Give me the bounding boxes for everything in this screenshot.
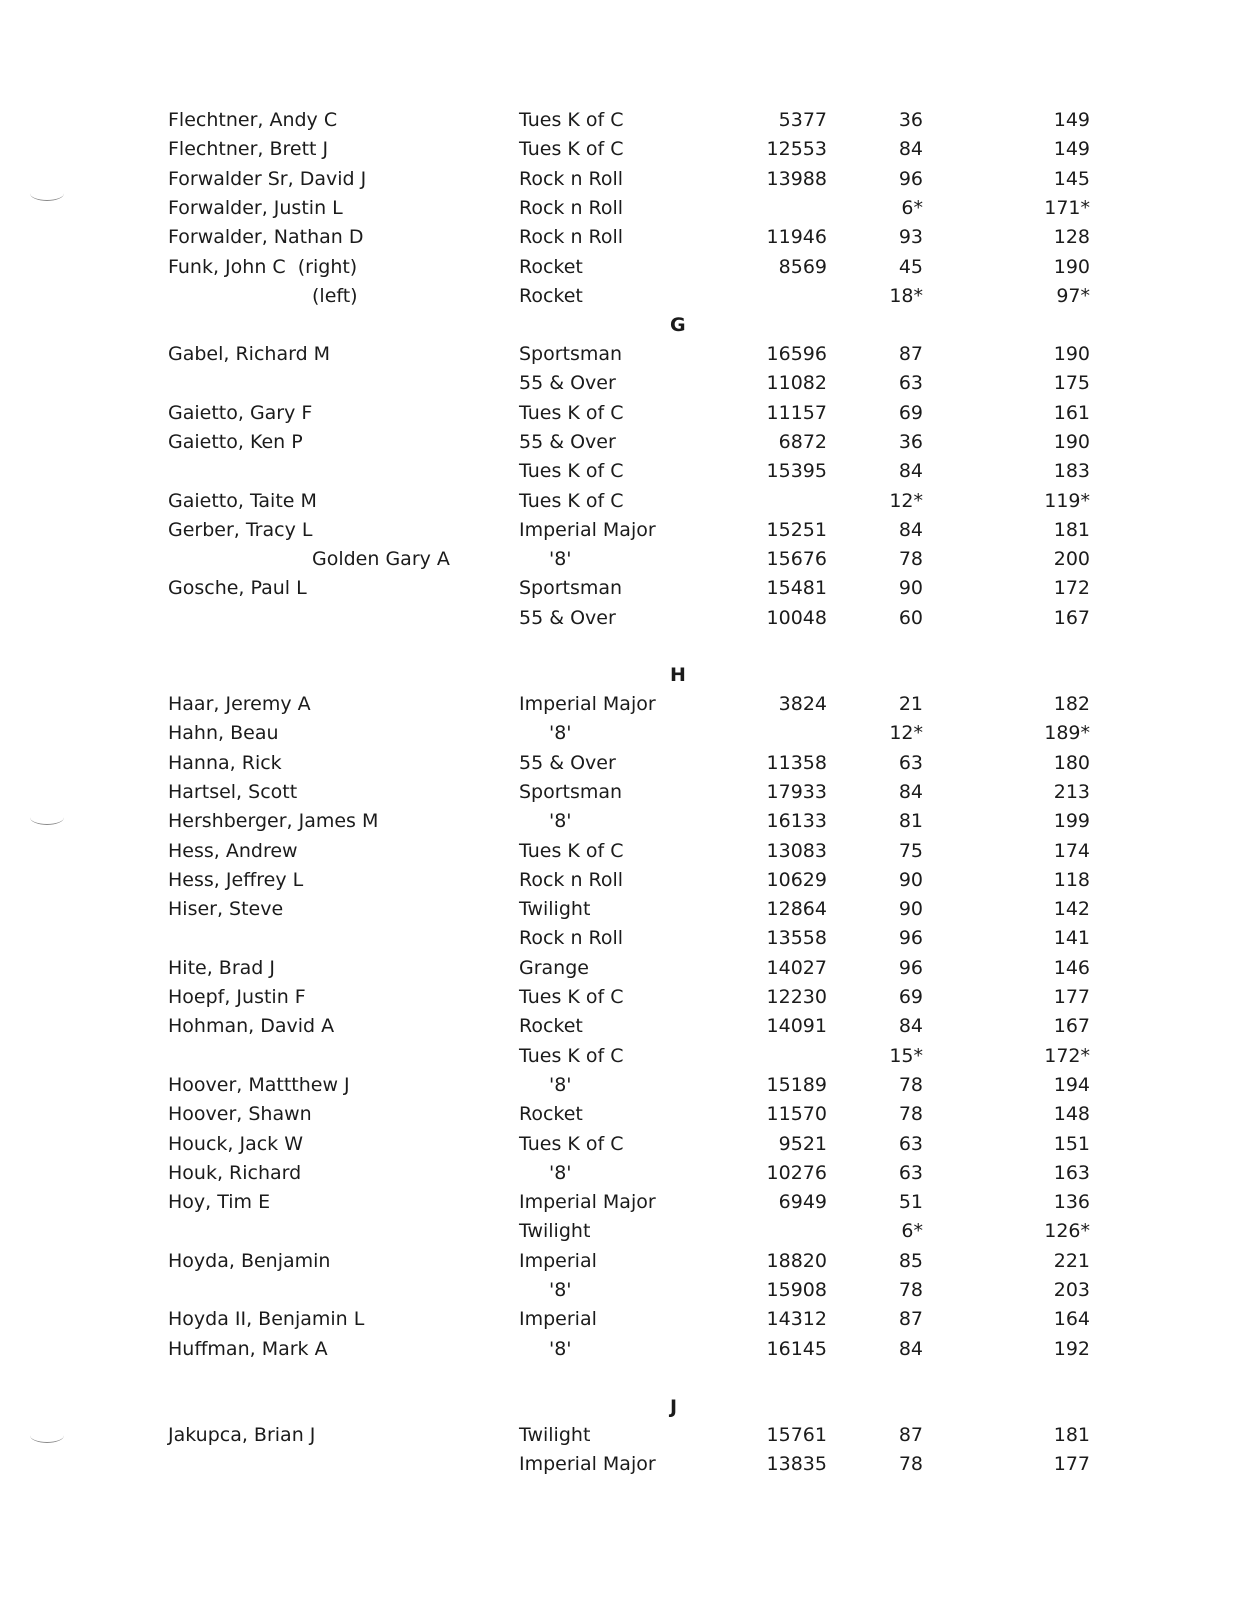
games-count: 60 (898, 607, 923, 629)
league-name: Imperial Major (519, 693, 656, 715)
bowler-name: Flechtner, Brett J (168, 138, 329, 160)
bowler-name: Hoyda II, Benjamin L (168, 1308, 365, 1330)
bowler-name: Hoyda, Benjamin (168, 1250, 331, 1272)
bowler-number: 13083 (766, 840, 827, 862)
games-count: 75 (898, 840, 923, 862)
games-count: 78 (898, 548, 923, 570)
bowler-name: Jakupca, Brian J (168, 1424, 316, 1446)
average-score: 189* (1044, 722, 1090, 744)
average-score: 194 (1053, 1074, 1090, 1096)
games-count: 93 (898, 226, 923, 248)
games-count: 87 (898, 343, 923, 365)
games-count: 84 (898, 1338, 923, 1360)
games-count: 78 (898, 1103, 923, 1125)
games-count: 45 (898, 256, 923, 278)
average-score: 141 (1053, 927, 1090, 949)
games-count: 63 (898, 752, 923, 774)
league-name: '8' (549, 1162, 572, 1184)
bowler-name: Hershberger, James M (168, 810, 379, 832)
bowler-number: 10276 (766, 1162, 827, 1184)
table-row (0, 193, 1245, 223)
table-row (0, 398, 1245, 428)
average-score: 183 (1053, 460, 1090, 482)
games-count: 96 (898, 957, 923, 979)
bowler-name: Hess, Andrew (168, 840, 298, 862)
average-score: 177 (1053, 986, 1090, 1008)
bowler-name: Funk, John C (right) (168, 256, 358, 278)
league-name: Sportsman (519, 781, 623, 803)
league-name: Imperial Major (519, 1453, 656, 1475)
section-letter: G (670, 314, 686, 336)
table-row (0, 164, 1245, 194)
bowler-number: 14027 (766, 957, 827, 979)
games-count: 21 (898, 693, 923, 715)
bowler-name: Houk, Richard (168, 1162, 302, 1184)
average-score: 213 (1053, 781, 1090, 803)
league-name: 55 & Over (519, 431, 616, 453)
league-name: Tues K of C (519, 1045, 624, 1067)
bowler-number: 15676 (766, 548, 827, 570)
average-score: 149 (1053, 138, 1090, 160)
bowler-name: Gosche, Paul L (168, 577, 307, 599)
bowler-name: Forwalder Sr, David J (168, 168, 367, 190)
games-count: 90 (898, 577, 923, 599)
bowler-number: 11358 (766, 752, 827, 774)
table-row (0, 1129, 1245, 1159)
bowler-name: Gabel, Richard M (168, 343, 331, 365)
games-count: 85 (898, 1250, 923, 1272)
table-row (0, 222, 1245, 252)
league-name: '8' (549, 722, 572, 744)
games-count: 12* (889, 490, 923, 512)
average-score: 119* (1044, 490, 1090, 512)
games-count: 84 (898, 1015, 923, 1037)
average-score: 190 (1053, 431, 1090, 453)
average-score: 146 (1053, 957, 1090, 979)
average-score: 163 (1053, 1162, 1090, 1184)
table-row (0, 1187, 1245, 1217)
league-name: Rock n Roll (519, 226, 624, 248)
table-row (0, 1275, 1245, 1305)
table-row (0, 953, 1245, 983)
table-row (0, 456, 1245, 486)
games-count: 81 (898, 810, 923, 832)
bowler-name: Hohman, David A (168, 1015, 335, 1037)
games-count: 90 (898, 869, 923, 891)
table-row (0, 105, 1245, 135)
bowler-name: Hiser, Steve (168, 898, 284, 920)
games-count: 18* (889, 285, 923, 307)
table-row (0, 689, 1245, 719)
table-row (0, 1158, 1245, 1188)
league-name: Twilight (519, 1220, 591, 1242)
table-row (0, 603, 1245, 633)
games-count: 6* (901, 197, 923, 219)
average-score: 164 (1053, 1308, 1090, 1330)
average-score: 142 (1053, 898, 1090, 920)
bowler-number: 16596 (766, 343, 827, 365)
table-row (0, 573, 1245, 603)
games-count: 84 (898, 138, 923, 160)
games-count: 78 (898, 1279, 923, 1301)
league-name: Imperial Major (519, 519, 656, 541)
games-count: 87 (898, 1424, 923, 1446)
bowler-number: 6949 (778, 1191, 827, 1213)
league-name: Rock n Roll (519, 927, 624, 949)
games-count: 90 (898, 898, 923, 920)
bowler-number: 10629 (766, 869, 827, 891)
average-score: 182 (1053, 693, 1090, 715)
average-score: 174 (1053, 840, 1090, 862)
bowler-number: 3824 (778, 693, 827, 715)
bowler-number: 14091 (766, 1015, 827, 1037)
bowler-number: 12864 (766, 898, 827, 920)
table-row (0, 1216, 1245, 1246)
section-letter: J (670, 1396, 678, 1418)
league-name: Tues K of C (519, 840, 624, 862)
games-count: 63 (898, 1162, 923, 1184)
league-name: Tues K of C (519, 109, 624, 131)
table-row (0, 982, 1245, 1012)
league-name: Twilight (519, 898, 591, 920)
league-name: Imperial (519, 1250, 597, 1272)
average-score: 161 (1053, 402, 1090, 424)
average-score: 97* (1056, 285, 1090, 307)
league-name: Tues K of C (519, 402, 624, 424)
table-row (0, 923, 1245, 953)
league-name: Imperial Major (519, 1191, 656, 1213)
table-row (0, 339, 1245, 369)
table-row (0, 1449, 1245, 1479)
table-row (0, 1304, 1245, 1334)
bowler-number: 11570 (766, 1103, 827, 1125)
average-score: 128 (1053, 226, 1090, 248)
games-count: 69 (898, 402, 923, 424)
average-score: 180 (1053, 752, 1090, 774)
bowler-name: Gaietto, Taite M (168, 490, 317, 512)
bowler-name: Hess, Jeffrey L (168, 869, 304, 891)
bowler-name: Golden Gary A (312, 548, 450, 570)
table-row (0, 544, 1245, 574)
league-name: Tues K of C (519, 1133, 624, 1155)
bowler-number: 8569 (778, 256, 827, 278)
bowler-number: 13988 (766, 168, 827, 190)
bowler-number: 15481 (766, 577, 827, 599)
bowler-name: Hoover, Mattthew J (168, 1074, 350, 1096)
league-name: Rocket (519, 1103, 583, 1125)
bowler-name: Gaietto, Gary F (168, 402, 313, 424)
games-count: 12* (889, 722, 923, 744)
games-count: 84 (898, 781, 923, 803)
average-score: 171* (1044, 197, 1090, 219)
table-row (0, 777, 1245, 807)
table-row (0, 515, 1245, 545)
table-row (0, 806, 1245, 836)
average-score: 181 (1053, 1424, 1090, 1446)
games-count: 96 (898, 927, 923, 949)
bowler-number: 15395 (766, 460, 827, 482)
average-score: 136 (1053, 1191, 1090, 1213)
bowler-number: 10048 (766, 607, 827, 629)
games-count: 96 (898, 168, 923, 190)
table-row (0, 486, 1245, 516)
league-name: '8' (549, 810, 572, 832)
average-score: 126* (1044, 1220, 1090, 1242)
table-row (0, 1099, 1245, 1129)
table-row (0, 1041, 1245, 1071)
league-name: Tues K of C (519, 138, 624, 160)
table-row (0, 718, 1245, 748)
games-count: 87 (898, 1308, 923, 1330)
table-row (0, 368, 1245, 398)
section-letter: H (670, 664, 686, 686)
average-score: 177 (1053, 1453, 1090, 1475)
bowler-name: Huffman, Mark A (168, 1338, 328, 1360)
bowler-number: 6872 (778, 431, 827, 453)
average-score: 181 (1053, 519, 1090, 541)
bowler-number: 11082 (766, 372, 827, 394)
games-count: 78 (898, 1453, 923, 1475)
league-name: 55 & Over (519, 607, 616, 629)
games-count: 84 (898, 460, 923, 482)
bowler-number: 16133 (766, 810, 827, 832)
games-count: 36 (898, 431, 923, 453)
table-row (0, 281, 1245, 311)
games-count: 6* (901, 1220, 923, 1242)
games-count: 51 (898, 1191, 923, 1213)
league-name: Sportsman (519, 577, 623, 599)
bowler-name: Hoepf, Justin F (168, 986, 306, 1008)
league-name: Grange (519, 957, 589, 979)
bowler-name: Hartsel, Scott (168, 781, 298, 803)
table-row (0, 748, 1245, 778)
games-count: 69 (898, 986, 923, 1008)
average-score: 167 (1053, 607, 1090, 629)
bowler-name: Hanna, Rick (168, 752, 282, 774)
bowler-name: Hoy, Tim E (168, 1191, 271, 1213)
bowler-number: 16145 (766, 1338, 827, 1360)
table-row (0, 1334, 1245, 1364)
table-row (0, 252, 1245, 282)
bowler-name: (left) (312, 285, 358, 307)
games-count: 63 (898, 372, 923, 394)
league-name: '8' (549, 1338, 572, 1360)
average-score: 149 (1053, 109, 1090, 131)
bowler-name: Houck, Jack W (168, 1133, 304, 1155)
average-score: 172* (1044, 1045, 1090, 1067)
bowler-name: Forwalder, Nathan D (168, 226, 364, 248)
average-score: 200 (1053, 548, 1090, 570)
average-score: 221 (1053, 1250, 1090, 1272)
average-score: 148 (1053, 1103, 1090, 1125)
bowler-number: 11157 (766, 402, 827, 424)
table-row (0, 134, 1245, 164)
bowler-name: Gaietto, Ken P (168, 431, 303, 453)
table-row (0, 1246, 1245, 1276)
bowler-number: 15251 (766, 519, 827, 541)
bowler-name: Forwalder, Justin L (168, 197, 343, 219)
table-row (0, 894, 1245, 924)
league-name: '8' (549, 1279, 572, 1301)
bowler-number: 12553 (766, 138, 827, 160)
games-count: 36 (898, 109, 923, 131)
average-score: 175 (1053, 372, 1090, 394)
games-count: 78 (898, 1074, 923, 1096)
average-score: 151 (1053, 1133, 1090, 1155)
league-name: Rocket (519, 1015, 583, 1037)
league-name: Rock n Roll (519, 197, 624, 219)
games-count: 63 (898, 1133, 923, 1155)
bowler-number: 13558 (766, 927, 827, 949)
league-name: Rock n Roll (519, 168, 624, 190)
average-score: 192 (1053, 1338, 1090, 1360)
league-name: Rock n Roll (519, 869, 624, 891)
bowler-number: 14312 (766, 1308, 827, 1330)
average-score: 172 (1053, 577, 1090, 599)
games-count: 84 (898, 519, 923, 541)
games-count: 15* (889, 1045, 923, 1067)
league-name: Rocket (519, 285, 583, 307)
bowler-name: Hoover, Shawn (168, 1103, 312, 1125)
table-row (0, 836, 1245, 866)
league-name: Tues K of C (519, 986, 624, 1008)
bowler-number: 5377 (778, 109, 827, 131)
bowler-name: Gerber, Tracy L (168, 519, 313, 541)
league-name: '8' (549, 1074, 572, 1096)
average-score: 203 (1053, 1279, 1090, 1301)
table-row (0, 1011, 1245, 1041)
bowler-name: Haar, Jeremy A (168, 693, 311, 715)
bowler-name: Hahn, Beau (168, 722, 279, 744)
bowler-number: 12230 (766, 986, 827, 1008)
bowler-number: 13835 (766, 1453, 827, 1475)
average-score: 199 (1053, 810, 1090, 832)
league-name: Imperial (519, 1308, 597, 1330)
table-row (0, 427, 1245, 457)
bowler-number: 9521 (778, 1133, 827, 1155)
average-score: 145 (1053, 168, 1090, 190)
bowler-number: 15189 (766, 1074, 827, 1096)
bowler-number: 17933 (766, 781, 827, 803)
bowler-number: 15908 (766, 1279, 827, 1301)
table-row (0, 865, 1245, 895)
league-name: Rocket (519, 256, 583, 278)
table-row (0, 1420, 1245, 1450)
average-score: 118 (1053, 869, 1090, 891)
league-name: '8' (549, 548, 572, 570)
table-row (0, 1070, 1245, 1100)
bowler-name: Hite, Brad J (168, 957, 275, 979)
league-name: Sportsman (519, 343, 623, 365)
league-name: 55 & Over (519, 752, 616, 774)
average-score: 167 (1053, 1015, 1090, 1037)
bowler-name: Flechtner, Andy C (168, 109, 338, 131)
bowler-number: 18820 (766, 1250, 827, 1272)
average-score: 190 (1053, 343, 1090, 365)
bowler-number: 15761 (766, 1424, 827, 1446)
league-name: Tues K of C (519, 490, 624, 512)
league-name: Twilight (519, 1424, 591, 1446)
average-score: 190 (1053, 256, 1090, 278)
league-name: 55 & Over (519, 372, 616, 394)
league-name: Tues K of C (519, 460, 624, 482)
bowler-number: 11946 (766, 226, 827, 248)
